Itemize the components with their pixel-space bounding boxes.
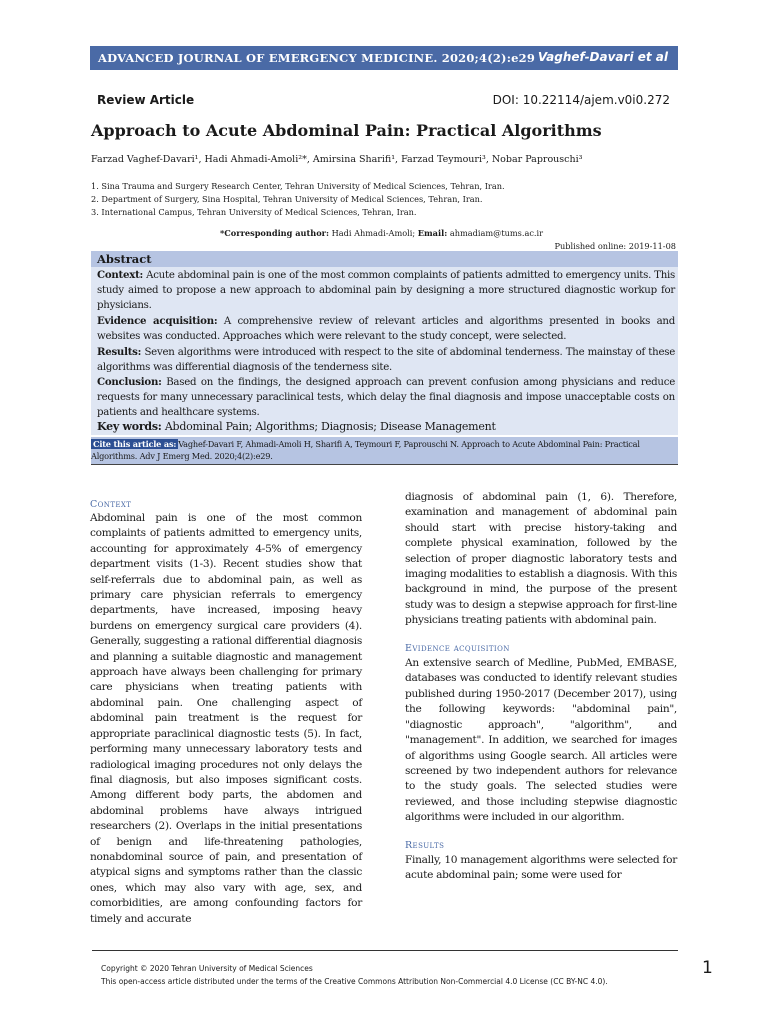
affiliation-2: 2. Department of Surgery, Sina Hospital, Tehran University of Medical Sciences, Tehran, Iran. <box>91 194 483 204</box>
running-author: Vaghef-Davari et al <box>537 50 668 64</box>
body-column-left <box>90 499 362 927</box>
article-title: Approach to Acute Abdominal Pain: Practical Algorithms <box>91 121 602 140</box>
footer-copyright <box>101 962 608 988</box>
evidence-paragraph: An extensive search of Medline, PubMed, EMBASE, databases was conducted to identify relevant studies published during 1950-2017 (December 2017), using the following keywords: "abdominal pain", "diagnostic approach", "algorithm", and "management". In addition, we searched for images of algorithms using Google search. All articles were screened by two independent authors for relevance to the study goals. The selected studies were reviewed, and those including stepwise diagnostic algorithms were included in our algorithm. <box>405 657 677 824</box>
author-list: Farzad Vaghef-Davari¹, Hadi Ahmadi-Amoli²*, Amirsina Sharifi¹, Farzad Teymouri³, Nobar Paprouschi³ <box>91 154 583 165</box>
article-type: Review Article <box>97 93 195 107</box>
affiliation-3: 3. International Campus, Tehran University of Medical Sciences, Tehran, Iran. <box>91 207 417 217</box>
section-heading-evidence: Evidence acquisition <box>405 642 510 654</box>
abstract-conclusion <box>97 375 675 421</box>
results-paragraph: Finally, 10 management algorithms were selected for acute abdominal pain; some were used for <box>405 853 677 882</box>
context-paragraph-continued: diagnosis of abdominal pain (1, 6). Therefore, examination and management of abdominal pain should start with precise history-taking and complete physical examination, followed by the selection of proper diagnostic laboratory tests and imaging modalities to establish a diagnosis. With this background in mind, the purpose of the present study was to design a stepwise approach for first-line physicians treating patients with abdominal pain. <box>405 491 677 627</box>
journal-name: ADVANCED JOURNAL OF EMERGENCY MEDICINE. 2020;4(2):e29 <box>98 51 536 65</box>
corresponding-email[interactable]: ahmadiam@tums.ac.ir <box>449 228 544 238</box>
body-column-right <box>405 490 677 884</box>
cite-label: Cite this article as: <box>93 439 177 449</box>
keywords-text: Abdominal Pain; Algorithms; Diagnosis; Disease Management <box>164 420 496 433</box>
context-label: Context: <box>97 269 144 281</box>
keywords-label: Key words: <box>97 420 162 433</box>
abstract-results <box>97 345 675 375</box>
abstract-evidence <box>97 314 675 344</box>
abstract-heading: Abstract <box>97 252 152 266</box>
copyright-line: Copyright © 2020 Tehran University of Medical Sciences <box>101 964 313 973</box>
abstract-keywords <box>97 419 675 434</box>
published-date: Published online: 2019-11-08 <box>554 241 676 251</box>
affiliations <box>91 180 505 219</box>
doi-link[interactable]: DOI: 10.22114/ajem.v0i0.272 <box>492 93 670 107</box>
evidence-label: Evidence acquisition: <box>97 315 218 327</box>
license-line: This open-access article distributed under the terms of the Creative Commons Attribution Non-Commercial 4.0 License (CC BY-NC 4.0). <box>101 977 608 986</box>
section-heading-context: Context <box>90 499 132 510</box>
section-heading-results: Results <box>405 839 445 851</box>
evidence-text: A comprehensive review of relevant articles and algorithms presented in books and websites was conducted. Approaches which were relevant to the study concept, were selected. <box>97 316 675 343</box>
abstract-header <box>91 251 678 267</box>
results-text: Seven algorithms were introduced with respect to the site of abdominal tenderness. The mainstay of these algorithms was differential diagnosis of the tenderness site. <box>97 347 675 374</box>
email-label: Email: <box>417 228 448 238</box>
abstract-context <box>97 268 675 314</box>
cite-text: Vaghef-Davari F, Ahmadi-Amoli H, Sharifi A, Teymouri F, Paprouschi N. Approach to Acute Abdominal Pain: Practical Algorithms. Adv J Emerg Med. 2020;4(2):e29. <box>91 439 640 461</box>
corresponding-label: *Corresponding author: <box>220 228 329 238</box>
page-number: 1 <box>702 958 713 978</box>
context-paragraph: Abdominal pain is one of the most common complaints of patients admitted to emergency units, accounting for approximately 4-5% of emergency department visits (1-3). Recent studies show that self-referrals due to abdominal pain, as well as primary care physician referrals to emergency departments, have increased, imposing heavy burdens on emergency surgical care providers (4). Generally, suggesting a rational differential diagnosis and planning a suitable diagnostic and management approach have always been challenging for primary care physicians when treating patients with abdominal pain. One challenging aspect of abdominal pain treatment is the request for appropriate paraclinical diagnostic tests (5). In fact, performing many unnecessary laboratory tests and radiological imaging procedures not only delays the final diagnosis, but also imposes significant costs. Among different body parts, the abdomen and abdominal problems have always intrigued researchers (2). Overlaps in the initial presentations of benign and life-threatening pathologies, nonabdominal source of pain, and presentation of atypical signs and symptoms rather than the classic ones, which may also vary with age, sex, and comorbidities, are among confounding factors for timely and accurate <box>90 512 362 925</box>
footer-divider <box>92 950 678 951</box>
conclusion-label: Conclusion: <box>97 376 162 388</box>
conclusion-text: Based on the findings, the designed approach can prevent confusion among physicians and reduce requests for many unnecessary paraclinical tests, which delay the final diagnosis and impose unacceptable costs on patients and healthcare systems. <box>97 377 675 419</box>
corresponding-name: Hadi Ahmadi-Amoli; <box>331 228 416 238</box>
journal-banner <box>90 46 678 70</box>
context-text: Acute abdominal pain is one of the most common complaints of patients admitted to emergency units. This study aimed to propose a new approach to abdominal pain by designing a more structured diagnostic workup for physicians. <box>97 270 675 312</box>
affiliation-1: 1. Sina Trauma and Surgery Research Center, Tehran University of Medical Sciences, Tehran, Iran. <box>91 181 505 191</box>
citation <box>91 438 675 462</box>
corresponding-author <box>220 228 543 238</box>
results-label: Results: <box>97 346 142 358</box>
